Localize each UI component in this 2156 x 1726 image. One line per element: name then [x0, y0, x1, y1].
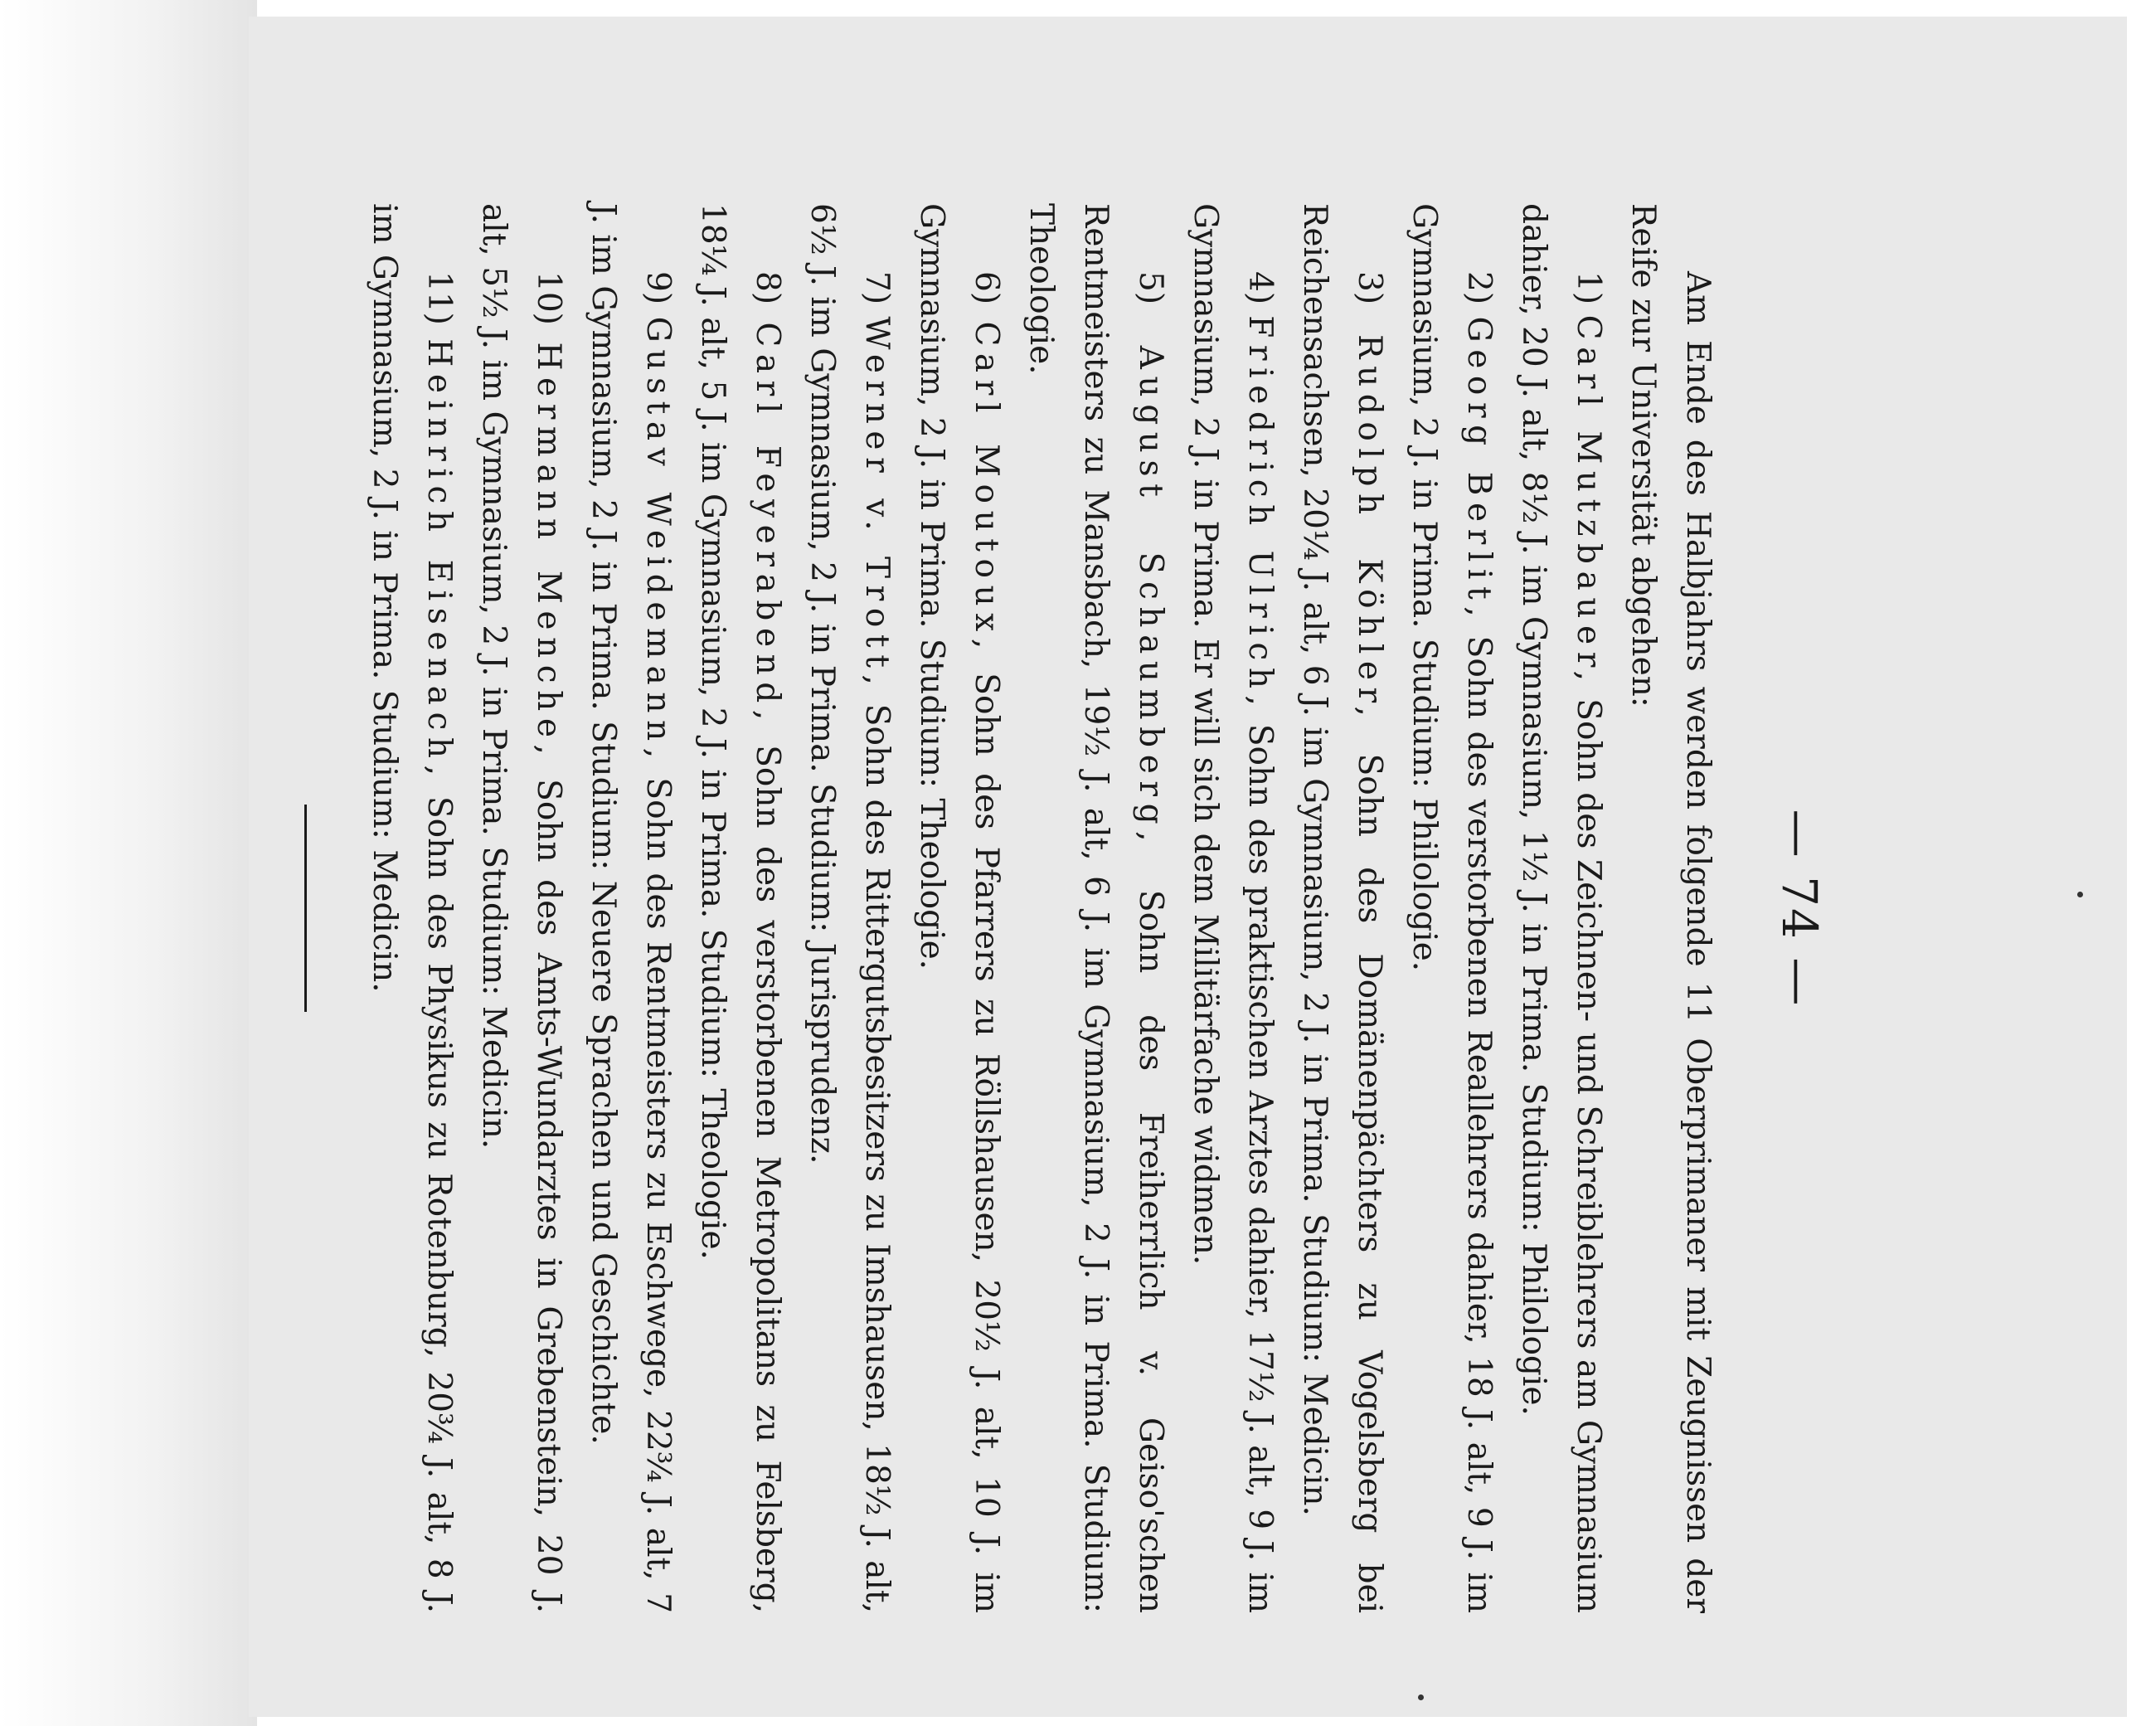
list-item [1396, 203, 1506, 1613]
graduate-list [357, 203, 1615, 1613]
entry-name: Gustav Weidemann, [639, 316, 677, 766]
entry-number: 11) [420, 271, 458, 325]
entry-name: Rudolph Köhler, [1351, 334, 1388, 724]
list-item [1178, 203, 1287, 1613]
intro-paragraph: Am Ende des Halbjahrs werden folgende 11 Oberprimaner mit Zeugnissen der Reife zur Universität abgehen: [1624, 203, 1717, 1613]
closing-rule [304, 805, 307, 1012]
entry-text: Sohn des Freiherrlich v. Geiso'schen Rentmeisters zu Mansbach, 19½ J. alt, 6 J. im Gymnasium, 2 J. in Prima. Studium: Theologie. [1022, 203, 1169, 1613]
scan-margin [0, 0, 257, 1726]
entry-number: 7) [858, 271, 896, 305]
entry-text: Sohn des verstorbenen Metropolitans zu Felsberg, 18¼ J. alt, 5 J. im Gymnasium, 2 J. in Prima. Studium: Theologie. [694, 203, 786, 1613]
entry-text: Sohn des Rittergutsbesitzers zu Imshausen, 18½ J. alt, 6½ J. im Gymnasium, 2 J. in Prima. Studium: Jurisprudenz. [804, 203, 896, 1613]
entry-number: 8) [749, 271, 786, 305]
list-item [357, 203, 466, 1613]
entry-text: Sohn des Amts-Wundarztes in Grebenstein, 20 J. alt, 5½ J. im Gymnasium, 2 J. in Prima. Studium: Medicin. [475, 203, 567, 1614]
entry-text: Sohn des Physikus zu Rotenburg, 20¾ J. alt, 8 J. im Gymnasium, 2 J. in Prima. Studium: Medicin. [366, 203, 458, 1614]
entry-number: 10) [530, 271, 567, 325]
entry-number: 5) [1132, 271, 1169, 305]
entry-number: 4) [1241, 271, 1279, 305]
entry-text: Sohn des Rentmeisters zu Eschwege, 22¾ J. alt, 7 J. im Gymnasium, 2 J. in Prima. Studium: Neuere Sprachen und Geschichte. [585, 203, 677, 1614]
entry-name: Heinrich Eisenach, [420, 338, 458, 783]
entry-number: 9) [639, 271, 677, 305]
entry-name: Hermann Menche, [530, 342, 567, 762]
entry-text: Sohn des verstorbenen Reallehrers dahier, 18 J. alt, 9 J. im Gymnasium, 2 J. in Prima. Studium: Philologie. [1406, 203, 1498, 1613]
rotated-text-block [366, 203, 1837, 1614]
entry-name: Werner v. Trott, [858, 316, 896, 693]
entry-number: 1) [1570, 271, 1607, 305]
speck [1418, 1694, 1424, 1700]
entry-text: Sohn des Zeichnen- und Schreiblehrers am Gymnasium dahier, 20 J. alt, 8½ J. im Gymnasium, 1½ J. in Prima. Studium: Philologie. [1515, 203, 1607, 1613]
list-item [1013, 203, 1178, 1613]
entry-name: Carl Moutoux, [968, 321, 1005, 656]
entry-name: Georg Berlit, [1460, 316, 1498, 625]
list-item [794, 203, 904, 1613]
entry-name: Carl Mutzbauer, [1570, 314, 1607, 688]
entry-name: Carl Feyerabend, [749, 322, 786, 727]
entry-number: 2) [1460, 271, 1498, 305]
list-item [904, 203, 1013, 1613]
page-number: — 74 — [1771, 809, 1828, 1008]
page-body [366, 203, 1725, 1614]
entry-number: 6) [968, 271, 1005, 305]
list-item [1506, 203, 1615, 1613]
list-item [685, 203, 794, 1613]
entry-text: Sohn des Domänenpächters zu Vogelsberg bei Reichensachsen, 20¼ J. alt, 6 J. im Gymnasium, 2 J. in Prima. Studium: Medicin. [1296, 203, 1388, 1614]
entry-text: Sohn des Pfarrers zu Röllshausen, 20½ J. alt, 10 J. im Gymnasium, 2 J. in Prima. Studium: Theologie. [913, 203, 1005, 1613]
list-item [575, 203, 685, 1613]
list-item [1287, 203, 1396, 1613]
entry-text: Sohn des praktischen Arztes dahier, 17½ J. alt, 9 J. im Gymnasium, 2 J. in Prima. Er will sich dem Militärfache widmen. [1187, 203, 1279, 1613]
entry-number: 3) [1351, 271, 1388, 305]
entry-name: Friedrich Ulrich, [1241, 315, 1279, 713]
speck [2077, 892, 2083, 897]
list-item [466, 203, 575, 1613]
entry-name: August Schaumberg, [1132, 345, 1169, 849]
